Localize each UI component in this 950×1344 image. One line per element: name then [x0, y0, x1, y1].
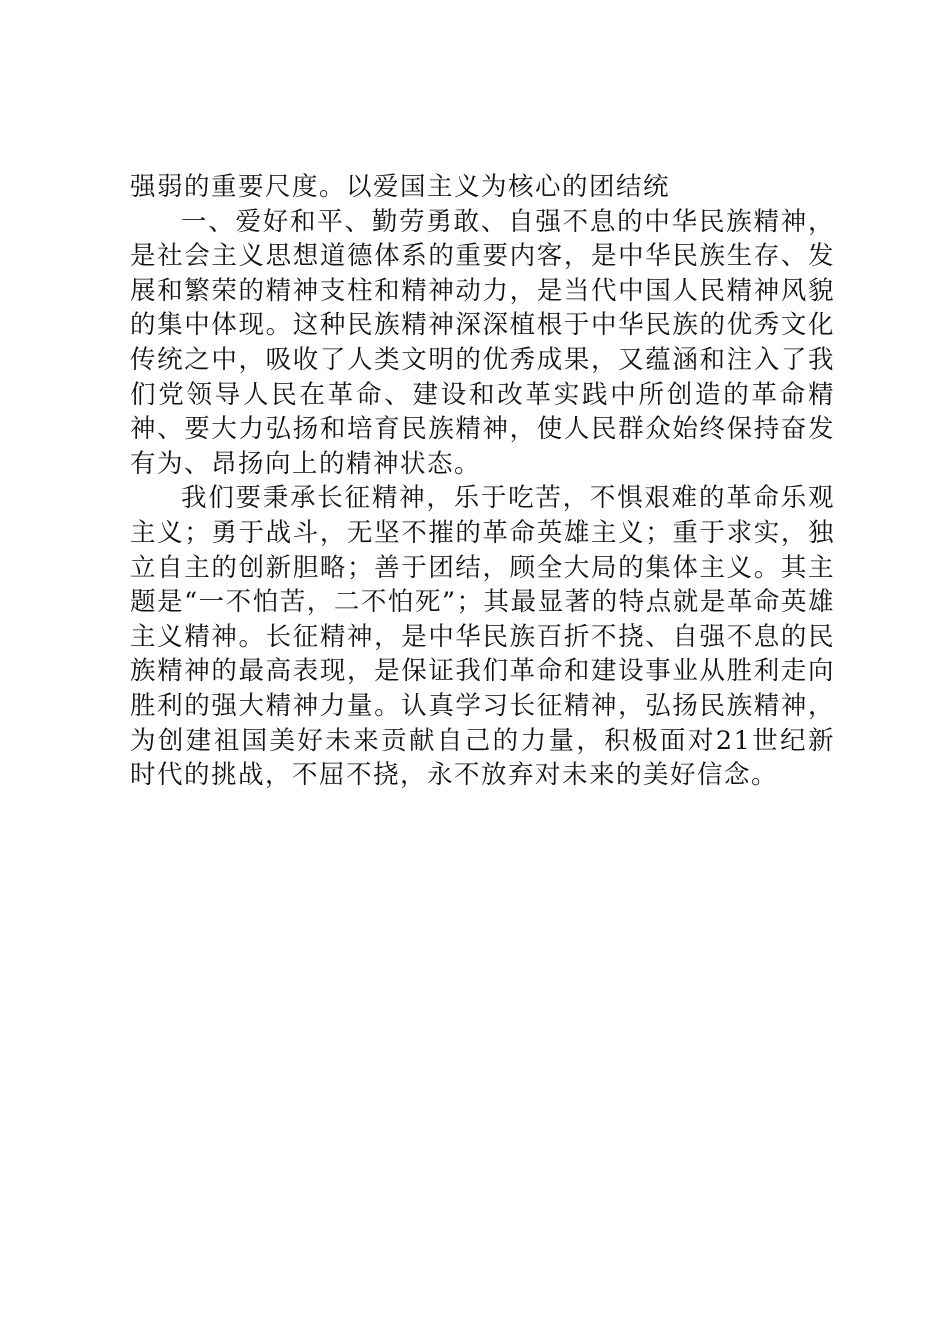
paragraph-continuation: 强弱的重要尺度。以爱国主义为核心的团结统	[130, 172, 671, 202]
document-body	[130, 170, 835, 793]
paragraph-national-spirit: 一、爱好和平、勤劳勇敢、自强不息的中华民族精神，是社会主义思想道德体系的重要内客，是中华民族生存、发展和繁荣的精神支柱和精神动力，是当代中国人民精神风貌的集中体现。这种民族精神深深植根于中华民族的优秀文化传统之中，吸收了人类文明的优秀成果，又蕴涵和注入了我们党领导人民在革命、建设和改革实践中所创造的革命精神、要大力弘扬和培育民族精神，使人民群众始终保持奋发有为、昂扬向上的精神状态。	[130, 206, 835, 479]
paragraph-long-march-spirit: 我们要秉承长征精神，乐于吃苦，不惧艰难的革命乐观主义；勇于战斗，无坚不摧的革命英雄主义；重于求实，独立自主的创新胆略；善于团结，顾全大局的集体主义。其主题是“一不怕苦，二不怕死”；其最显著的特点就是革命英雄主义精神。长征精神，是中华民族百折不挠、自强不息的民族精神的最高表现，是保证我们革命和建设事业从胜利走向胜利的强大精神力量。认真学习长征精神，弘扬民族精神，为创建祖国美好未来贡献自己的力量，积极面对21世纪新时代的挑战，不屈不挠，永不放弃对未来的美好信念。	[130, 483, 835, 791]
